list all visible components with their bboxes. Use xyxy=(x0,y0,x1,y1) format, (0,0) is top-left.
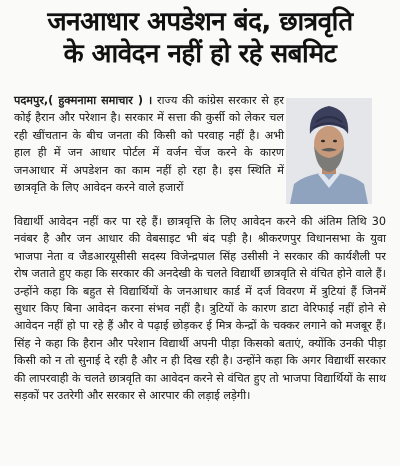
headline xyxy=(0,8,400,70)
headline-line-2: के आवेदन नहीं हो रहे सबमिट xyxy=(63,38,337,69)
article-intro xyxy=(14,92,284,196)
headline-line-1: जनआधार अपडेशन बंद, छात्रवृति xyxy=(47,7,353,37)
photo-eye-right xyxy=(333,140,337,143)
article-dateline: पदमपुर,( हुक्मनामा समाचार ) । xyxy=(14,94,153,107)
article-intro-text: राज्य की कांग्रेस सरकार से हर कोई हैरान और परेशान है। सरकार में सत्ता की कुर्सी को लेकर चल रही खींचतान के बीच जनता की किसी को परवाह नहीं है। अभी हाल ही में जन आधार पोर्टल में वर्जन चेंज करने के कारण जनआधार में अपडेशन का काम नहीं हो रहा है। इस स्थिति में छात्रवृति के लिए आवेदन करने वाले हजारों xyxy=(14,94,284,195)
person-portrait-icon xyxy=(286,98,372,204)
photo-eye-left xyxy=(321,140,325,143)
person-portrait xyxy=(286,98,372,204)
article-body: विद्यार्थी आवेदन नहीं कर पा रहे हैं। छात्रवृत्ति के लिए आवेदन करने की अंतिम तिथि 30 नवंबर है और जन आधार की वेबसाइट भी बंद पड़ी है। श्रीकरणपुर विधानसभा के युवा भाजपा नेता व जैडआरयूसीसी सदस्य विजेन्द्रपाल सिंह उसीसी ने सरकार की कार्यशैली पर रोष जताते हुए कहा कि सरकार की अनदेखी के चलते विद्यार्थी छात्रवृति से वंचित होने वाले हैं। उन्होंने कहा कि बहुत से विद्यार्थियों के जनआधार कार्ड में दर्ज विवरण में त्रुटियां हैं जिनमें सुधार किए बिना आवेदन करना संभव नहीं है। त्रुटियों के कारण डाटा वेरिफाई नहीं होने से आवेदन नहीं हो पा रहे हैं और वे पढ़ाई छोड़कर ई मित्र केन्द्रों के चक्कर लगाने को मजबूर हैं। सिंह ने कहा कि हैरान और परेशान विद्यार्थी अपनी पीड़ा किसको बताएं, क्योंकि उनकी पीड़ा किसी को न तो सुनाई दे रही है और न ही दिख रही है। उन्होंने कहा कि अगर विद्यार्थी सरकार की लापरवाही के चलते छात्रवृति का आवेदन करने से वंचित हुए तो भाजपा विद्यार्थियों के साथ सड़कों पर उतरेगी और सरकार से आरपार की लड़ाई लड़ेगी। xyxy=(14,215,386,403)
